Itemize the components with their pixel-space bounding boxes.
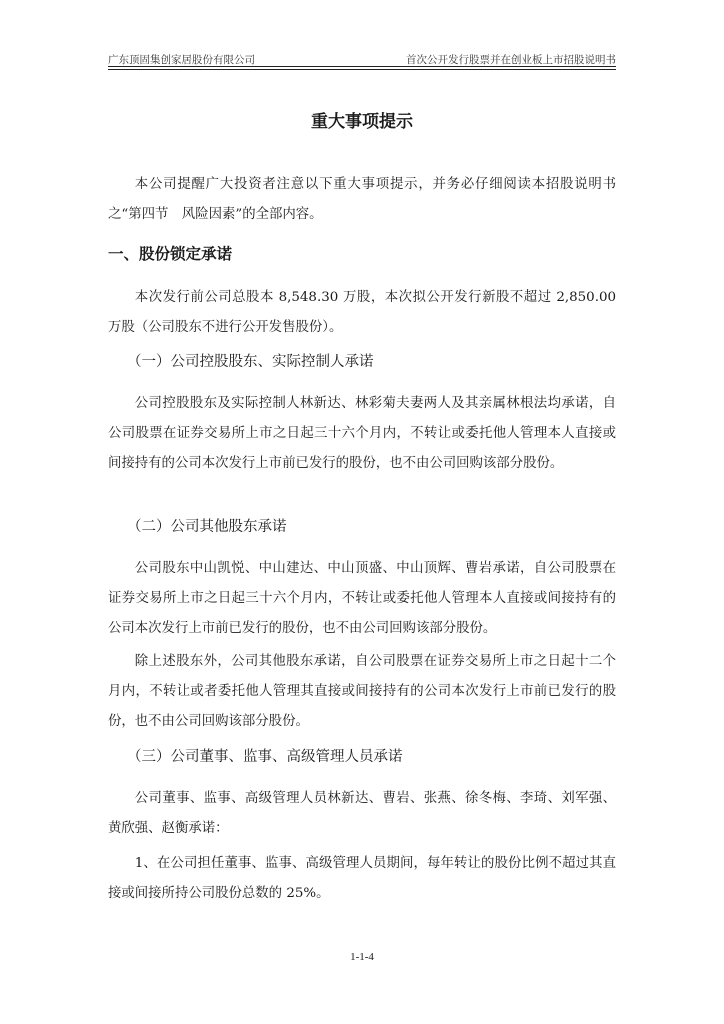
header-company: 广东顶固集创家居股份有限公司 (108, 54, 255, 66)
running-header (108, 52, 616, 66)
section-heading-share-lockup: 一、股份锁定承诺 (108, 245, 233, 263)
header-rule (108, 66, 616, 67)
page-title: 重大事项提示 (311, 112, 413, 132)
other-shareholders-paragraph-1: 公司股东中山凯悦、中山建达、中山顶盛、中山顶辉、曹岩承诺，自公司股票在证券交易所上市之日起三十六个月内，不转让或委托他人管理本人直接或间接持有的公司本次发行上市前已发行的股份，也不由公司回购该部分股份。 (108, 561, 616, 636)
directors-paragraph-2: 1、在公司担任董事、监事、高级管理人员期间，每年转让的股份比例不超过其直接或间接所持公司股份总数的 25%。 (108, 856, 616, 901)
intro-paragraph: 本公司提醒广大投资者注意以下重大事项提示，并务必仔细阅读本招股说明书之“第四节 风险因素”的全部内容。 (108, 177, 616, 222)
subsection-heading-directors-supervisors: （三）公司董事、监事、高级管理人员承诺 (127, 749, 403, 765)
directors-paragraph-1: 公司董事、监事、高级管理人员林新达、曹岩、张燕、徐冬梅、李琦、刘军强、黄欣强、赵衡承诺： (108, 791, 616, 836)
controlling-shareholders-paragraph: 公司控股股东及实际控制人林新达、林彩菊夫妻两人及其亲属林根法均承诺，自公司股票在证券交易所上市之日起三十六个月内，不转让或委托他人管理本人直接或间接持有的公司本次发行上市前已发行的股份，也不由公司回购该部分股份。 (108, 396, 616, 471)
header-rule-thin (108, 69, 616, 70)
header-document-title: 首次公开发行股票并在创业板上市招股说明书 (406, 54, 616, 66)
subsection-heading-other-shareholders: （二）公司其他股东承诺 (127, 519, 287, 535)
other-shareholders-paragraph-2: 除上述股东外，公司其他股东承诺，自公司股票在证券交易所上市之日起十二个月内，不转让或者委托他人管理其直接或间接持有的公司本次发行上市前已发行的股份，也不由公司回购该部分股份。 (108, 654, 616, 729)
subsection-heading-controlling-shareholders: （一）公司控股股东、实际控制人承诺 (127, 354, 374, 370)
page-number: 1-1-4 (350, 951, 374, 963)
share-capital-paragraph: 本次发行前公司总股本 8,548.30 万股，本次拟公开发行新股不超过 2,850.00 万股（公司股东不进行公开发售股份）。 (108, 290, 616, 335)
